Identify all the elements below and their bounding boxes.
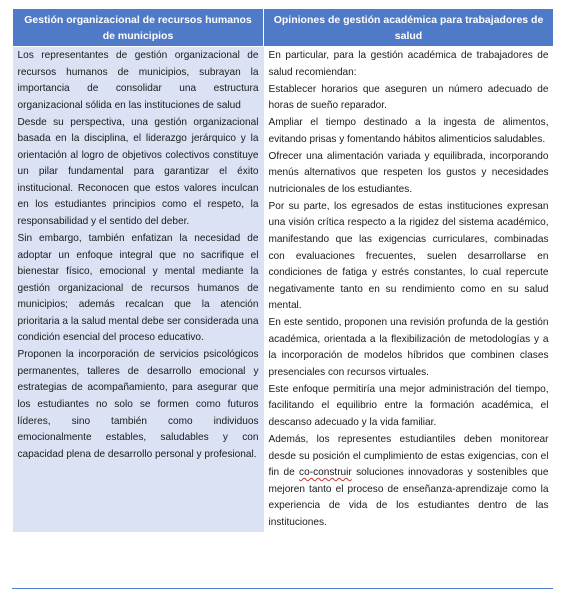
table-header-row — [13, 9, 554, 47]
table-bottom-rule — [12, 588, 553, 589]
right-paragraph: Establecer horarios que aseguren un número adecuado de horas de sueño reparador. — [268, 83, 549, 112]
right-column-cell — [264, 47, 554, 532]
right-paragraph-last — [269, 432, 549, 531]
paragraph-text-before: Además, los representes estudiantiles deben monitorear desde su posición el cumplimiento de estas exigencias, con el fin de — [268, 434, 549, 479]
left-paragraph: Los representantes de gestión organizacional de recursos humanos de municipios, subrayan la importancia de consolidar una estructura organizacional sólida en las instituciones de salud — [17, 50, 259, 111]
right-paragraph: En este sentido, proponen una revisión profunda de la gestión académica, orientada a la flexibilización de metodologías y a la incorporación de modelos híbridos que combinen clases presenciales con recursos virtuales. — [268, 317, 549, 378]
left-paragraph: Proponen la incorporación de servicios psicológicos permanentes, talleres de desarrollo emocional y estrategias de acompañamiento, para asegurar que los estudiantes no solo se formen como futuros líderes, sino también como individuos emocionalmente estables, saludables y con capacidad plena de desarrollo personal y profesional. — [17, 349, 259, 460]
left-column-cell — [13, 47, 264, 532]
left-paragraph: Desde su perspectiva, una gestión organizacional basada en la disciplina, el liderazgo jerárquico y la orientación al logro de objetivos colectivos constituye un pilar fundamental para garantizar el éxito institucional. Reconocen que estos valores inculcan en los estudiantes principios como el respeto, la responsabilidad y el sentido del deber. — [17, 116, 259, 227]
right-paragraph: Este enfoque permitiría una mejor administración del tiempo, facilitando el equilibrio entre la formación académica, el descanso adecuado y la vida familiar. — [268, 383, 549, 429]
right-paragraph: Por su parte, los egresados de estas instituciones expresan una visión crítica respecto a la rigidez del sistema académico, manifestando que las exigencias curriculares, combinadas con evaluaciones frecuentes, suelen desarrollarse en condiciones de fatiga y estrés constantes, lo cual repercute negativamente tanto en su rendimiento como en su salud mental. — [268, 200, 549, 312]
left-paragraph: Sin embargo, también enfatizan la necesidad de adoptar un enfoque integral que no sacrifique el bienestar físico, emocional y mental mediante la gestión organizacional de recursos humanos de municipios; además recalcan que la atención prioritaria a la salud mental debe ser considerada una condición esencial del proceso educativo. — [17, 233, 259, 344]
right-paragraph: Ampliar el tiempo destinado a la ingesta de alimentos, evitando prisas y fomentando hábitos alimenticios saludables. — [268, 117, 549, 145]
right-paragraph: En particular, para la gestión académica de trabajadores de salud recomiendan: — [268, 50, 549, 78]
comparison-table — [12, 8, 554, 532]
column-header-right: Opiniones de gestión académica para trabajadores de salud — [264, 9, 554, 47]
right-paragraph: Ofrecer una alimentación variada y equilibrada, incorporando menús alternativos que respeten los gustos y necesidades nutricionales de los estudiantes. — [268, 150, 549, 195]
spellcheck-flagged-word[interactable]: co-construir — [299, 467, 352, 479]
table-body-row — [13, 47, 554, 532]
column-header-left: Gestión organizacional de recursos humanos de municipios — [13, 9, 264, 47]
paragraph-text-after: soluciones innovadoras y sostenibles que mejoren tanto el proceso de enseñanza-aprendizaje como la experiencia de vida de los estudiantes dentro de las instituciones. — [268, 467, 549, 528]
